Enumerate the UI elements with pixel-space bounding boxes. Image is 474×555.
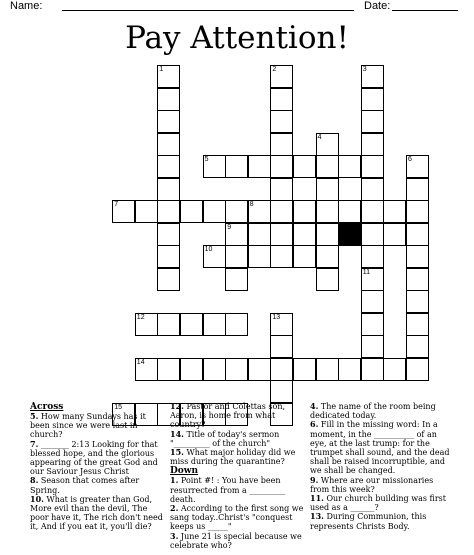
grid-cell[interactable] xyxy=(180,200,203,223)
grid-cell[interactable] xyxy=(135,313,158,336)
clue-text: Season that comes after Spring. xyxy=(30,476,140,495)
clue-text: June 21 is special because we celebrate who? xyxy=(170,531,302,550)
grid-cell[interactable] xyxy=(316,223,339,246)
clue-item xyxy=(170,430,306,448)
clue-number: 1 xyxy=(159,66,164,73)
grid-cell[interactable] xyxy=(180,358,203,381)
clue-num: 15. xyxy=(170,447,184,458)
grid-cell[interactable] xyxy=(316,245,339,268)
clue-num: 3. xyxy=(170,530,179,541)
clue-item xyxy=(170,476,306,504)
clue-text: According to the first song we sang today..Christ's "conquest keeps us _____" xyxy=(170,504,304,532)
grid-cell[interactable] xyxy=(225,155,248,178)
grid-cell[interactable] xyxy=(157,133,180,156)
clue-num: 13. xyxy=(310,511,324,522)
grid-cell[interactable] xyxy=(270,110,293,133)
clue-item xyxy=(30,440,166,477)
grid-cell[interactable] xyxy=(248,155,271,178)
clues-column-3 xyxy=(310,402,454,531)
grid-cell[interactable] xyxy=(361,155,384,178)
grid-cell[interactable] xyxy=(406,155,429,178)
clue-number: 2 xyxy=(272,66,277,73)
clue-number: 12 xyxy=(136,313,145,321)
grid-cell[interactable] xyxy=(361,223,384,246)
grid-cell[interactable] xyxy=(270,313,293,336)
clue-number: 10 xyxy=(204,246,213,253)
grid-cell[interactable] xyxy=(361,358,384,381)
clue-text: _______ 2:13 Looking for that blessed hope, and the glorious appearing of the great God and our Saviour Jesus Christ xyxy=(30,439,158,477)
grid-cell[interactable] xyxy=(270,155,293,178)
grid-cell[interactable] xyxy=(361,335,384,358)
grid-cell[interactable] xyxy=(225,245,248,268)
grid-cell[interactable] xyxy=(180,313,203,336)
clue-number: 5 xyxy=(204,156,209,163)
clue-text: Point #! : You have been resurrected from a _________ death. xyxy=(170,476,286,504)
grid-cell[interactable] xyxy=(248,223,271,246)
grid-cell[interactable] xyxy=(248,358,271,381)
grid-cell[interactable] xyxy=(316,200,339,223)
clue-item xyxy=(310,476,454,494)
clue-num: 4. xyxy=(310,401,319,411)
clue-num: 14. xyxy=(170,428,184,439)
grid-cell[interactable] xyxy=(383,223,406,246)
grid-cell[interactable] xyxy=(316,178,339,201)
grid-cell[interactable] xyxy=(270,223,293,246)
clue-num: 1. xyxy=(170,475,179,486)
clue-num: 11. xyxy=(310,493,324,504)
grid-cell[interactable] xyxy=(361,178,384,201)
grid-cell[interactable] xyxy=(406,200,429,223)
grid-cell[interactable] xyxy=(338,358,361,381)
grid-cell[interactable] xyxy=(225,313,248,336)
grid-cell[interactable] xyxy=(406,268,429,291)
grid-cell[interactable] xyxy=(361,290,384,313)
clue-text: Where are our missionaries from this week? xyxy=(310,475,434,494)
clue-item xyxy=(30,476,166,494)
grid-cell[interactable] xyxy=(157,110,180,133)
clue-number: 6 xyxy=(408,156,412,163)
grid-cell[interactable] xyxy=(383,200,406,223)
clue-item xyxy=(170,448,306,466)
grid-cell[interactable] xyxy=(248,245,271,268)
grid-cell[interactable] xyxy=(157,245,180,268)
clue-number: 7 xyxy=(114,201,119,208)
grid-cell[interactable] xyxy=(203,245,226,268)
clue-item xyxy=(170,532,306,550)
clue-number: 9 xyxy=(227,223,232,231)
grid-cell[interactable] xyxy=(157,358,180,381)
clue-item xyxy=(30,412,166,440)
clue-num: 8. xyxy=(30,475,39,486)
down-heading: Down xyxy=(170,466,199,477)
clue-item xyxy=(30,495,166,532)
clues-column-1 xyxy=(30,402,166,532)
grid-cell[interactable] xyxy=(406,290,429,313)
grid-cell[interactable] xyxy=(361,313,384,336)
clue-item xyxy=(170,402,306,430)
clue-num: 5. xyxy=(30,411,39,421)
grid-cell[interactable] xyxy=(270,380,293,403)
grid-cell[interactable] xyxy=(225,358,248,381)
grid-cell[interactable] xyxy=(225,200,248,223)
grid-cell[interactable] xyxy=(157,223,180,246)
grid-cell[interactable] xyxy=(270,200,293,223)
clue-num: 10. xyxy=(30,493,44,504)
clue-item xyxy=(310,494,454,512)
grid-cell[interactable] xyxy=(225,223,248,246)
grid-cell[interactable] xyxy=(157,178,180,201)
clue-num: 7. xyxy=(30,438,39,449)
clues-column-2 xyxy=(170,402,306,550)
grid-cell[interactable] xyxy=(361,245,384,268)
grid-cell[interactable] xyxy=(135,200,158,223)
grid-cell[interactable] xyxy=(203,200,226,223)
grid-cell[interactable] xyxy=(293,155,316,178)
clue-item xyxy=(170,504,306,532)
grid-cell[interactable] xyxy=(225,268,248,291)
grid-cell[interactable] xyxy=(406,245,429,268)
grid-cell[interactable] xyxy=(270,358,293,381)
grid-cell[interactable] xyxy=(270,245,293,268)
grid-cell[interactable] xyxy=(293,245,316,268)
grid-cell[interactable] xyxy=(316,155,339,178)
clue-num: 2. xyxy=(170,503,179,514)
date-label: Date: xyxy=(364,0,391,12)
grid-cell[interactable] xyxy=(406,178,429,201)
grid-cell[interactable] xyxy=(338,155,361,178)
clue-item xyxy=(310,420,454,475)
grid-cell[interactable] xyxy=(361,65,384,88)
grid-cell[interactable] xyxy=(293,358,316,381)
grid-cell[interactable] xyxy=(203,358,226,381)
clue-item xyxy=(310,402,454,420)
grid-cell[interactable] xyxy=(361,110,384,133)
clue-text: During Communion, this represents Christs Body. xyxy=(310,512,427,531)
clue-text: The name of the room being dedicated today. xyxy=(310,402,436,421)
grid-cell[interactable] xyxy=(361,133,384,156)
grid-cell[interactable] xyxy=(112,200,135,223)
grid-cell[interactable] xyxy=(270,88,293,111)
grid-cell[interactable] xyxy=(383,358,406,381)
across-heading: Across xyxy=(30,402,64,412)
grid-cell[interactable] xyxy=(157,88,180,111)
clue-number: 3 xyxy=(362,66,367,73)
grid-cell[interactable] xyxy=(270,65,293,88)
clue-num: 6. xyxy=(310,419,319,430)
clue-num: 12. xyxy=(170,401,184,411)
grid-cell[interactable] xyxy=(203,155,226,178)
clue-item xyxy=(310,512,454,530)
clue-number: 4 xyxy=(317,133,322,141)
clue-number: 13 xyxy=(272,313,281,321)
clue-text: Pastor and Colettas son, Aaron, is home from what country? xyxy=(170,402,286,430)
grid-cell[interactable] xyxy=(293,200,316,223)
clue-number: 14 xyxy=(136,358,145,366)
grid-cell[interactable] xyxy=(157,65,180,88)
grid-cell[interactable] xyxy=(157,268,180,291)
grid-cell[interactable] xyxy=(316,358,339,381)
grid-cell[interactable] xyxy=(203,313,226,336)
grid-cell[interactable] xyxy=(361,88,384,111)
grid-block xyxy=(338,223,361,246)
clue-text: Our church building was first used as a ______? xyxy=(310,494,446,513)
grid-cell[interactable] xyxy=(270,335,293,358)
puzzle-title: Pay Attention! xyxy=(125,20,349,56)
name-label: Name: xyxy=(10,0,43,12)
grid-cell[interactable] xyxy=(157,200,180,223)
grid-cell[interactable] xyxy=(135,358,158,381)
clue-number: 8 xyxy=(249,201,254,208)
grid-cell[interactable] xyxy=(157,313,180,336)
grid-cell[interactable] xyxy=(361,268,384,291)
clue-num: 9. xyxy=(310,474,319,485)
grid-cell[interactable] xyxy=(248,200,271,223)
grid-cell[interactable] xyxy=(406,223,429,246)
clue-text: How many Sundays has it been since we were last in church? xyxy=(30,412,146,440)
grid-cell[interactable] xyxy=(316,133,339,156)
grid-cell[interactable] xyxy=(157,155,180,178)
grid-cell[interactable] xyxy=(270,133,293,156)
clue-number: 11 xyxy=(362,268,371,276)
grid-cell[interactable] xyxy=(293,223,316,246)
grid-cell[interactable] xyxy=(270,178,293,201)
grid-cell[interactable] xyxy=(406,358,429,381)
grid-cell[interactable] xyxy=(338,200,361,223)
clue-text: What major holiday did we miss during the quarantine? xyxy=(170,448,296,467)
clue-text: Fill in the missing word: In a moment, in the __________ of an eye, at the last trump: for the trumpet shall sound, and the dead shall be raised incorruptible, and we shall be changed. xyxy=(310,420,450,476)
grid-cell[interactable] xyxy=(316,268,339,291)
grid-cell[interactable] xyxy=(406,335,429,358)
clue-number: 15 xyxy=(114,403,122,411)
clue-text: Title of today's sermon "_________ of the church" xyxy=(170,429,280,448)
grid-cell[interactable] xyxy=(406,313,429,336)
clue-text: What is greater than God, More evil than the devil, The poor have it, The rich don't need it, And if you eat it, you'll die? xyxy=(30,494,163,532)
grid-cell[interactable] xyxy=(361,200,384,223)
